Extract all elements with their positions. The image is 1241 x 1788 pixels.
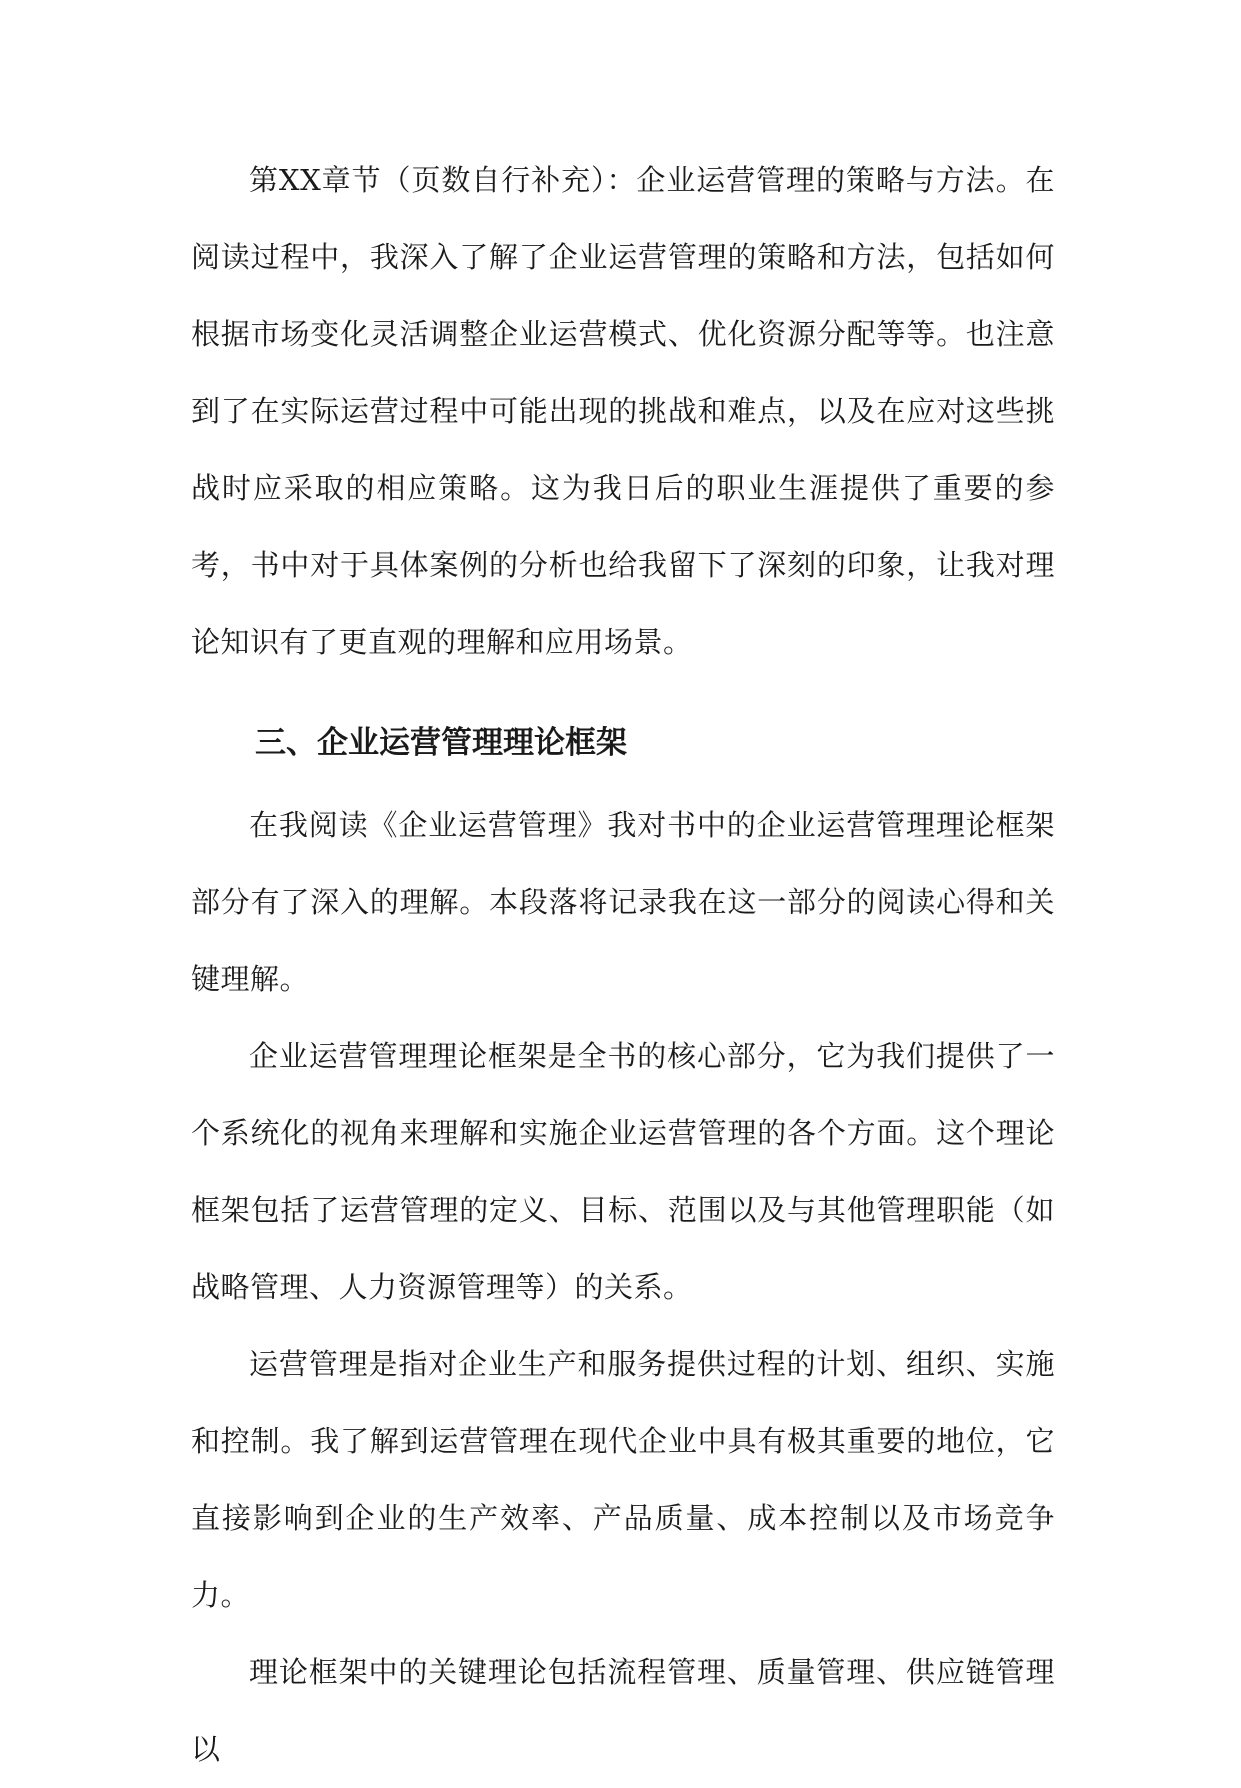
paragraph-key-theories: 理论框架中的关键理论包括流程管理、质量管理、供应链管理以: [191, 1655, 1055, 1766]
paragraph-reading-notes: 在我阅读《企业运营管理》我对书中的企业运营管理理论框架部分有了深入的理解。本段落将记录我在这一部分的阅读心得和关键理解。: [191, 808, 1055, 996]
paragraph-operations-definition: 运营管理是指对企业生产和服务提供过程的计划、组织、实施和控制。我了解到运营管理在现代企业中具有极其重要的地位，它直接影响到企业的生产效率、产品质量、成本控制以及市场竞争力。: [191, 1347, 1055, 1612]
paragraph-framework-core: 企业运营管理理论框架是全书的核心部分，它为我们提供了一个系统化的视角来理解和实施企业运营管理的各个方面。这个理论框架包括了运营管理的定义、目标、范围以及与其他管理职能（如战略管理、人力资源管理等）的关系。: [191, 1039, 1055, 1304]
paragraph-strategy-methods: 第XX章节（页数自行补充）：企业运营管理的策略与方法。在阅读过程中，我深入了解了企业运营管理的策略和方法，包括如何根据市场变化灵活调整企业运营模式、优化资源分配等等。也注意到了在实际运营过程中可能出现的挑战和难点，以及在应对这些挑战时应采取的相应策略。这为我日后的职业生涯提供了重要的参考，书中对于具体案例的分析也给我留下了深刻的印象，让我对理论知识有了更直观的理解和应用场景。: [191, 163, 1055, 659]
section-heading: 三、企业运营管理理论框架: [255, 725, 627, 761]
